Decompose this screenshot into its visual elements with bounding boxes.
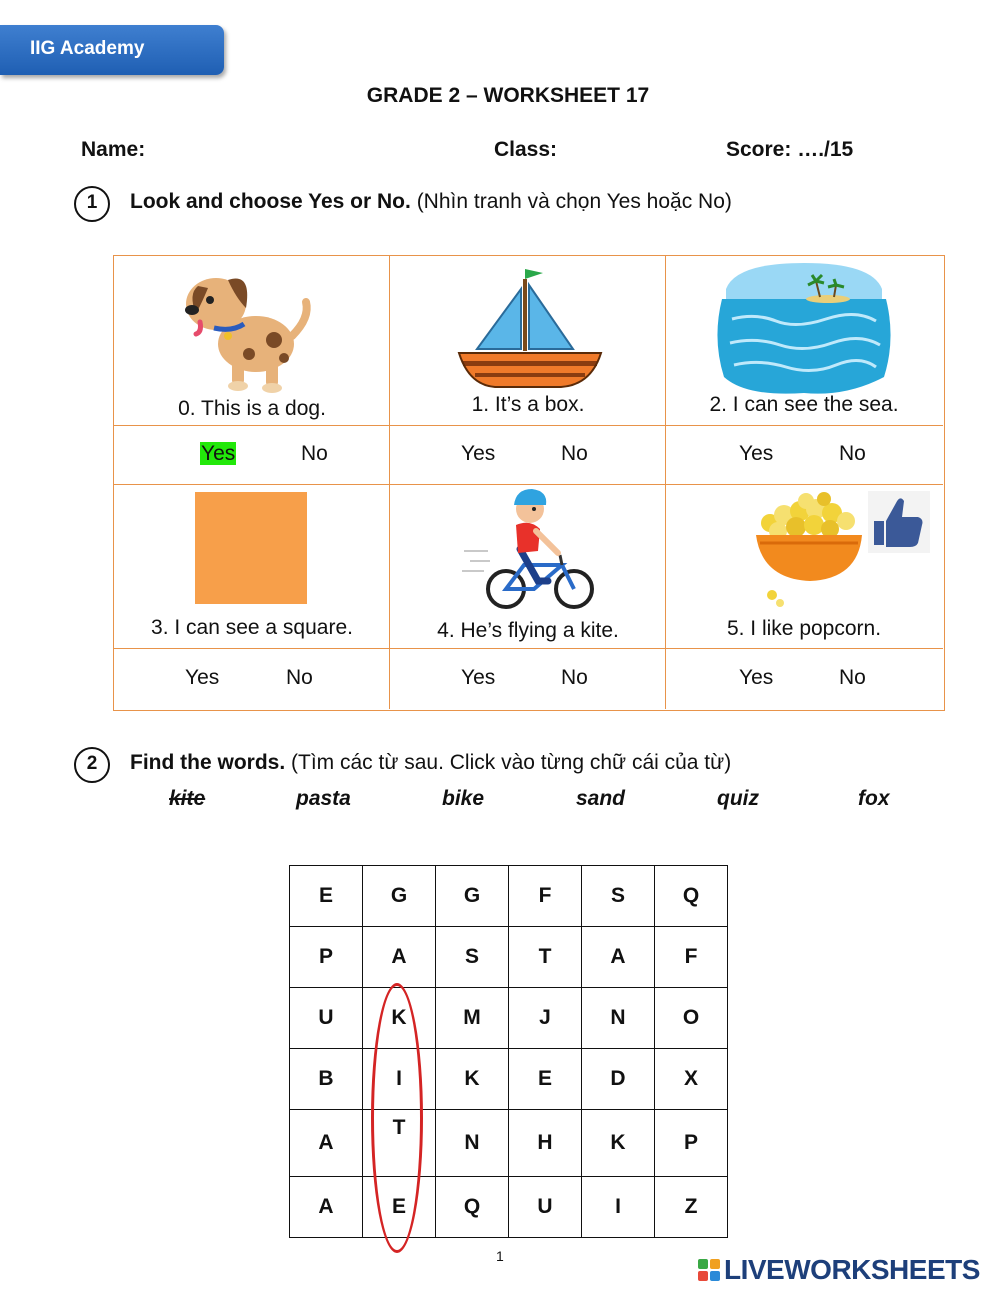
item-2-caption: 2. I can see the sea. (709, 393, 899, 416)
liveworksheets-logo (698, 1255, 980, 1285)
letter-cell[interactable]: E (363, 1177, 436, 1238)
name-label: Name: (81, 138, 146, 161)
word-sand: sand (576, 787, 626, 810)
letter-cell[interactable]: O (655, 988, 728, 1049)
letter-cell[interactable]: D (582, 1049, 655, 1110)
score-label: Score: …./15 (726, 138, 854, 161)
section-2-title-bold: Find the words. (130, 751, 286, 774)
page-number: 1 (496, 1248, 504, 1264)
letter-cell[interactable]: G (363, 866, 436, 927)
grid-row (290, 988, 728, 1049)
letter-cell[interactable]: P (655, 1110, 728, 1177)
letter-cell[interactable]: S (582, 866, 655, 927)
item-2-no-option[interactable]: No (839, 442, 866, 465)
letter-cell[interactable]: U (290, 988, 363, 1049)
word-fox: fox (858, 787, 890, 810)
section-1-title (130, 190, 732, 214)
word-pasta: pasta (296, 787, 351, 810)
letter-cell[interactable]: S (436, 927, 509, 988)
liveworksheets-mark-icon (698, 1259, 720, 1281)
letter-cell[interactable]: I (363, 1049, 436, 1110)
boy-riding-bike-picture (460, 485, 600, 613)
letter-cell[interactable]: A (582, 927, 655, 988)
letter-cell[interactable]: G (436, 866, 509, 927)
letter-cell[interactable]: T (363, 1110, 436, 1177)
letter-cell[interactable]: A (363, 927, 436, 988)
liveworksheets-logo-text: LIVEWORKSHEETS (724, 1254, 980, 1285)
item-5-no-option[interactable]: No (839, 666, 866, 689)
popcorn-thumbs-up-picture (750, 487, 930, 613)
item-3-caption: 3. I can see a square. (151, 616, 353, 639)
sailboat-picture (455, 261, 605, 391)
item-2-yes-option[interactable]: Yes (739, 442, 774, 465)
letter-cell[interactable]: I (582, 1177, 655, 1238)
brand-tab: IIG Academy (0, 25, 224, 75)
grid-row (290, 1177, 728, 1238)
dog-picture (174, 258, 324, 398)
item-0-caption: 0. This is a dog. (178, 397, 326, 420)
letter-cell[interactable]: P (290, 927, 363, 988)
letter-cell[interactable]: K (582, 1110, 655, 1177)
section-2-title-translation: (Tìm các từ sau. Click vào từng chữ cái của từ) (285, 751, 732, 774)
item-1-caption: 1. It’s a box. (471, 393, 585, 416)
item-5-caption: 5. I like popcorn. (726, 617, 882, 640)
section-1-title-translation: (Nhìn tranh và chọn Yes hoặc No) (410, 190, 732, 213)
letter-cell[interactable]: J (509, 988, 582, 1049)
page-title: GRADE 2 – WORKSHEET 17 (366, 84, 650, 107)
letter-cell[interactable]: Q (436, 1177, 509, 1238)
letter-cell[interactable]: M (436, 988, 509, 1049)
letter-cell[interactable]: A (290, 1177, 363, 1238)
letter-cell[interactable]: N (582, 988, 655, 1049)
section-1-number: 1 (74, 186, 110, 222)
item-0-no-option[interactable]: No (301, 442, 328, 465)
item-4-caption: 4. He’s flying a kite. (437, 619, 619, 642)
item-4-yes-option[interactable]: Yes (461, 666, 496, 689)
item-1-no-option[interactable]: No (561, 442, 588, 465)
item-4-no-option[interactable]: No (561, 666, 588, 689)
item-3-yes-option[interactable]: Yes (185, 666, 220, 689)
grid-row (290, 866, 728, 927)
letter-cell[interactable]: H (509, 1110, 582, 1177)
item-1-yes-option[interactable]: Yes (461, 442, 496, 465)
item-3-no-option[interactable]: No (286, 666, 313, 689)
letter-cell[interactable]: Q (655, 866, 728, 927)
letter-cell[interactable]: U (509, 1177, 582, 1238)
letter-cell[interactable]: F (509, 866, 582, 927)
letter-cell[interactable]: E (290, 866, 363, 927)
section-1-title-bold: Look and choose Yes or No. (130, 190, 411, 213)
letter-cell[interactable]: Z (655, 1177, 728, 1238)
word-search-grid (289, 865, 728, 1238)
orange-square-picture (195, 492, 307, 604)
item-0-yes-option[interactable] (200, 442, 236, 466)
letter-cell[interactable]: F (655, 927, 728, 988)
letter-cell[interactable]: K (436, 1049, 509, 1110)
word-bike: bike (442, 787, 485, 810)
item-5-yes-option[interactable]: Yes (739, 666, 774, 689)
look-and-choose-grid (113, 255, 945, 711)
letter-cell[interactable]: T (509, 927, 582, 988)
section-2-number: 2 (74, 747, 110, 783)
grid-row (290, 1049, 728, 1110)
section-2-title (130, 751, 731, 775)
letter-cell[interactable]: N (436, 1110, 509, 1177)
word-quiz: quiz (717, 787, 759, 810)
letter-cell[interactable]: X (655, 1049, 728, 1110)
item-0-yes-highlight: Yes (201, 442, 236, 465)
word-kite-found: kite (169, 787, 206, 810)
letter-cell[interactable]: E (509, 1049, 582, 1110)
class-label: Class: (494, 138, 558, 161)
letter-cell[interactable]: K (363, 988, 436, 1049)
grid-row (290, 1110, 728, 1177)
letter-cell[interactable]: B (290, 1049, 363, 1110)
sea-picture (716, 259, 892, 397)
grid-row (290, 927, 728, 988)
letter-cell[interactable]: A (290, 1110, 363, 1177)
